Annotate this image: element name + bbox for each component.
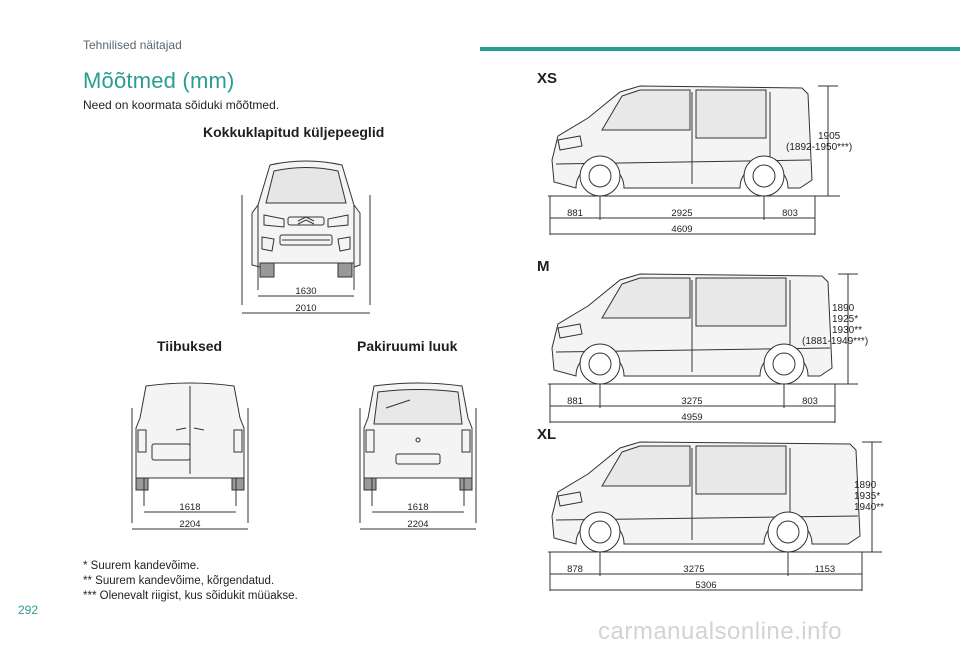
rear-doors-inner-width: 1618 [179, 502, 201, 513]
rear-doors-title: Tiibuksed [157, 338, 223, 354]
xl-height-1: 1890 [854, 480, 877, 491]
tailgate-title: Pakiruumi luuk [357, 338, 458, 354]
m-rear-overhang: 803 [802, 396, 818, 407]
m-height-1: 1890 [832, 303, 855, 314]
footnote-1: * Suurem kandevõime. [83, 560, 200, 572]
rear-doors-outer-width: 2204 [179, 519, 201, 530]
front-outer-width: 2010 [295, 303, 317, 314]
xl-length: 5306 [695, 580, 717, 591]
xs-front-overhang: 881 [567, 208, 583, 219]
m-height-4: (1881-1949***) [802, 336, 869, 347]
m-front-overhang: 881 [567, 396, 583, 407]
watermark: carmanualsonline.info [598, 618, 842, 645]
intro-text: Need on koormata sõiduki mõõtmed. [83, 98, 280, 112]
xs-rear-overhang: 803 [782, 208, 798, 219]
xs-length: 4609 [671, 224, 693, 235]
m-wheelbase: 3275 [681, 396, 703, 407]
xs-wheelbase: 2925 [671, 208, 693, 219]
footnote-3: *** Olenevalt riigist, kus sõidukit müüakse. [83, 590, 298, 602]
front-view-drawing [236, 155, 374, 325]
xs-height-2: (1892-1950***) [786, 142, 853, 153]
xl-wheelbase: 3275 [683, 564, 705, 575]
m-length: 4959 [681, 412, 703, 423]
section-label: Tehnilised näitajad [83, 38, 182, 52]
footnote-2: ** Suurem kandevõime, kõrgendatud. [83, 575, 275, 587]
xl-rear-overhang: 1153 [814, 564, 836, 575]
tailgate-outer-width: 2204 [407, 519, 429, 530]
rear-doors-drawing [128, 378, 252, 538]
xl-height-3: 1940** [854, 502, 885, 513]
tailgate-drawing [356, 378, 480, 538]
variant-xs-label: XS [537, 70, 558, 87]
page-title: Mõõtmed (mm) [83, 68, 235, 93]
page-number: 292 [18, 603, 39, 617]
variant-xl-label: XL [537, 426, 557, 443]
variant-xs-drawing [540, 80, 870, 240]
variant-m-label: M [537, 258, 550, 275]
header-accent-bar [480, 47, 960, 51]
front-inner-width: 1630 [295, 286, 317, 297]
variant-xl-drawing [540, 436, 920, 596]
variant-m-drawing [540, 268, 890, 428]
xs-height-1: 1905 [818, 131, 841, 142]
m-height-2: 1925* [832, 314, 859, 325]
front-view-title: Kokkuklapitud küljepeeglid [203, 124, 385, 140]
m-height-3: 1930** [832, 325, 863, 336]
xl-front-overhang: 878 [567, 564, 583, 575]
tailgate-inner-width: 1618 [407, 502, 429, 513]
xl-height-2: 1935* [854, 491, 881, 502]
